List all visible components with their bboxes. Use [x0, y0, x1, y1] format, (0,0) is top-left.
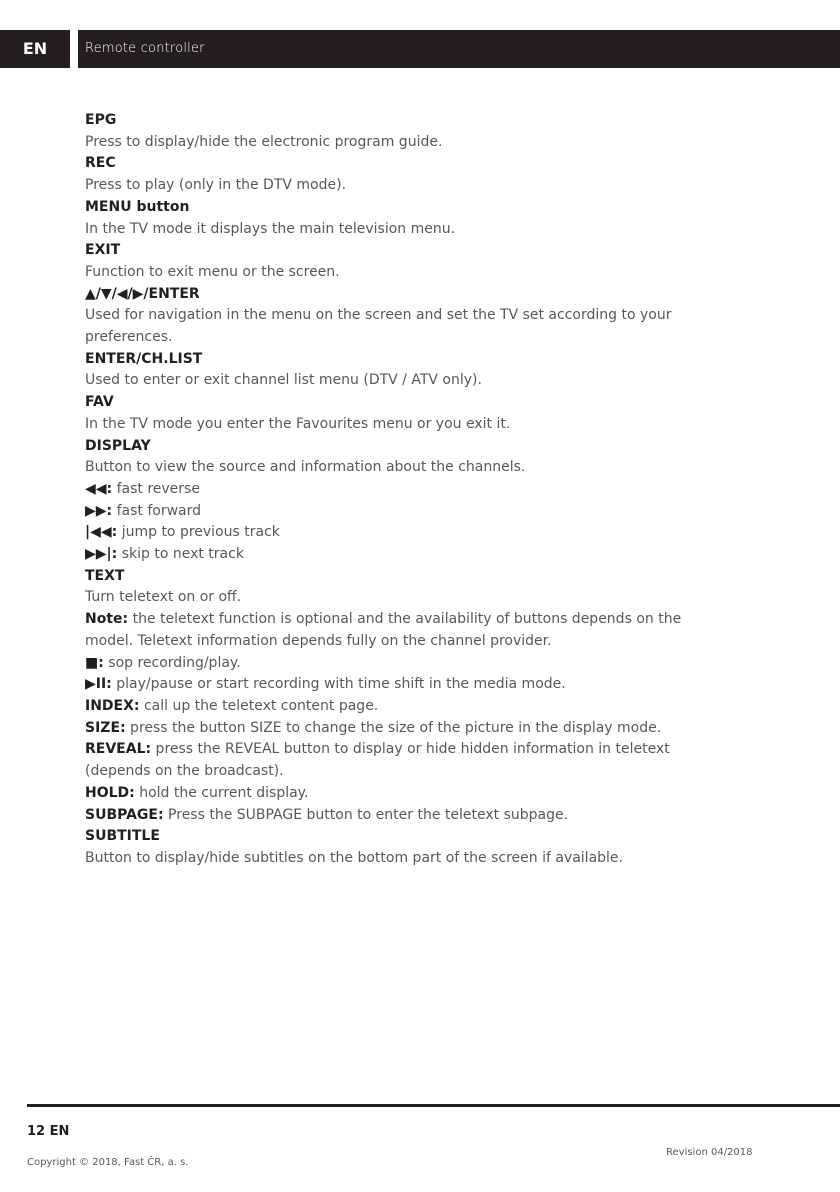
key-description: press the button SIZE to change the size of the picture in the display mode.: [125, 719, 662, 736]
item-description: Turn teletext on or off.: [85, 589, 242, 606]
item-description: preferences.: [85, 329, 173, 346]
key-description: fast reverse: [112, 480, 200, 497]
key-label: |◀◀:: [85, 524, 118, 541]
key-label: HOLD:: [85, 784, 135, 801]
key-description-line: [85, 674, 725, 696]
key-description-line: [85, 739, 725, 761]
key-description-line: [85, 544, 725, 566]
item-heading: EPG: [85, 112, 117, 128]
section-title: Remote controller: [78, 30, 840, 68]
key-description-line: [85, 609, 725, 631]
item-description: Press to play (only in the DTV mode).: [85, 177, 347, 194]
key-description-line: [85, 783, 725, 805]
key-description: fast forward: [112, 502, 202, 519]
key-description-line: [85, 501, 725, 523]
key-label: ▶▶|:: [85, 546, 118, 563]
item-description: Button to view the source and information about the channels.: [85, 459, 526, 476]
item-description: Button to display/hide subtitles on the bottom part of the screen if available.: [85, 849, 623, 866]
item-heading: ENTER/CH.LIST: [85, 350, 203, 367]
item-description: Used to enter or exit channel list menu (DTV / ATV only).: [85, 372, 482, 389]
item-description: Function to exit menu or the screen.: [85, 263, 340, 280]
key-description-line: [85, 805, 725, 827]
item-description: model. Teletext information depends fully on the channel provider.: [85, 632, 552, 649]
item-description: (depends on the broadcast).: [85, 763, 284, 780]
key-description-line: [85, 653, 725, 675]
page-number: 12 EN: [27, 1124, 70, 1139]
key-label: ■:: [85, 654, 104, 671]
item-description: In the TV mode it displays the main television menu.: [85, 220, 456, 237]
item-heading: REC: [85, 155, 116, 172]
key-label: SIZE:: [85, 719, 126, 736]
key-label: ▶▶:: [85, 502, 113, 519]
item-heading: SUBTITLE: [85, 828, 160, 845]
item-description: Used for navigation in the menu on the screen and set the TV set according to your: [85, 307, 672, 324]
language-label: EN: [0, 30, 70, 68]
key-description-line: [85, 522, 725, 544]
key-label: Note:: [85, 611, 129, 628]
item-heading: EXIT: [85, 242, 121, 259]
item-heading: DISPLAY: [85, 437, 151, 454]
key-label: REVEAL:: [85, 741, 152, 758]
footer-divider: [27, 1104, 840, 1107]
page-header: [0, 30, 840, 68]
item-heading: ▲/▼/◀/▶/ENTER: [85, 285, 200, 302]
revision-label: Revision 04/2018: [666, 1147, 753, 1158]
key-label: ◀◀:: [85, 480, 113, 497]
key-label: SUBPAGE:: [85, 806, 164, 823]
key-label: INDEX:: [85, 697, 140, 714]
item-heading: FAV: [85, 394, 114, 411]
item-heading: MENU button: [85, 198, 190, 215]
key-description: play/pause or start recording with time shift in the media mode.: [111, 676, 566, 693]
item-description: Press to display/hide the electronic program guide.: [85, 133, 443, 150]
key-description: the teletext function is optional and the availability of buttons depends on the: [128, 611, 682, 628]
item-heading: TEXT: [85, 567, 125, 584]
key-description: jump to previous track: [117, 524, 280, 541]
key-description: press the REVEAL button to display or hide hidden information in teletext: [151, 741, 670, 758]
key-label: ▶II:: [85, 676, 112, 693]
key-description-line: [85, 696, 725, 718]
key-description: sop recording/play.: [103, 654, 241, 671]
key-description: call up the teletext content page.: [139, 697, 379, 714]
manual-content: [85, 110, 725, 870]
copyright-notice: Copyright © 2018, Fast ČR, a. s.: [27, 1157, 189, 1168]
key-description: hold the current display.: [134, 784, 309, 801]
item-description: In the TV mode you enter the Favourites menu or you exit it.: [85, 415, 511, 432]
key-description-line: [85, 718, 725, 740]
key-description: Press the SUBPAGE button to enter the teletext subpage.: [163, 806, 569, 823]
key-description: skip to next track: [117, 546, 244, 563]
key-description-line: [85, 479, 725, 501]
